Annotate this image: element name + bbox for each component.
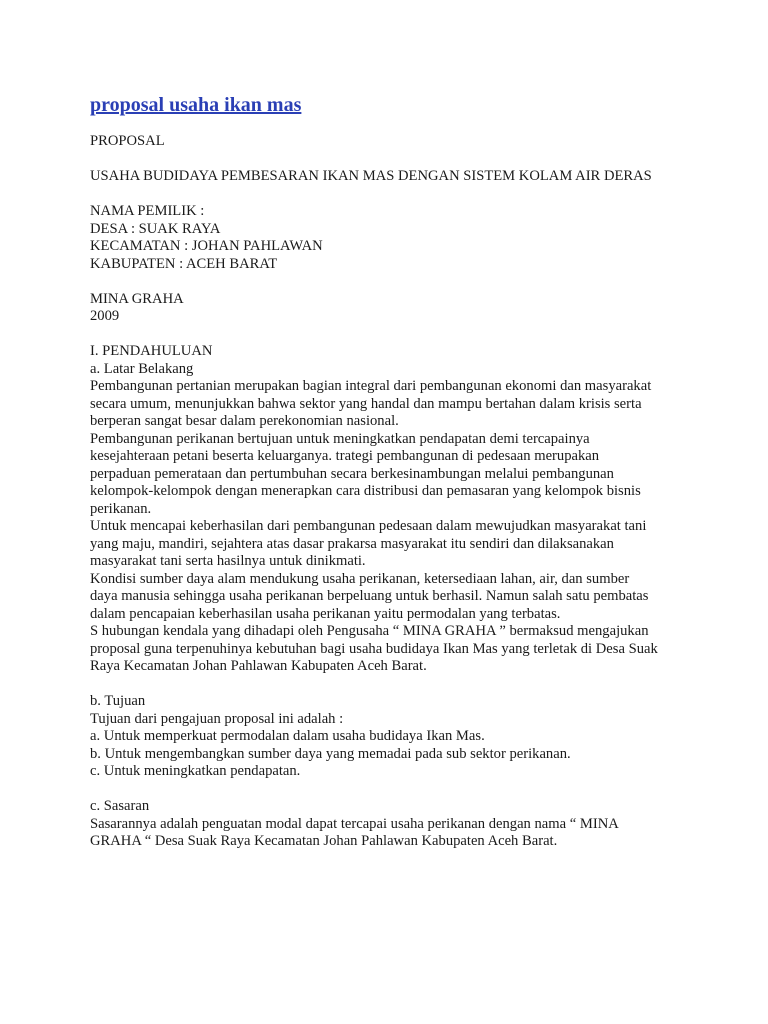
paragraph-line: Pembangunan perikanan bertujuan untuk meningkatkan pendapatan demi tercapainya (90, 430, 590, 447)
paragraph-line: Tujuan dari pengajuan proposal ini adalah : (90, 710, 344, 727)
paragraph-line: kelompok-kelompok dengan menerapkan cara distribusi dan pemasaran yang kelompok bisnis (90, 483, 641, 499)
paragraph-line: perpaduan pemerataan dan pertumbuhan secara berkesinambungan melalui pembangunan (90, 465, 614, 482)
paragraph-line: masyarakat tani serta hasilnya untuk dinikmati. (90, 553, 366, 569)
proposal-heading: PROPOSAL (90, 133, 165, 149)
paragraph-line: Kondisi sumber daya alam mendukung usaha perikanan, ketersediaan lahan, air, dan sumber (90, 570, 630, 587)
paragraph-line: berperan sangat besar dalam perekonomian nasional. (90, 413, 399, 429)
paragraph-line: Sasarannya adalah penguatan modal dapat tercapai usaha perikanan dengan nama “ MINA (90, 815, 619, 832)
paragraph-line: proposal guna terpenuhinya kebutuhan bagi usaha budidaya Ikan Mas yang terletak di Desa Suak (90, 640, 658, 657)
paragraph-line: yang maju, mandiri, sejahtera atas dasar prakarsa masyarakat itu sendiri dan dilaksanakan (90, 535, 614, 552)
org-name: MINA GRAHA (90, 290, 184, 307)
paragraph-line: Pembangunan pertanian merupakan bagian integral dari pembangunan ekonomi dan masyarakat (90, 378, 652, 394)
spacer (90, 186, 690, 204)
proposal-subtitle: USAHA BUDIDAYA PEMBESARAN IKAN MAS DENGAN SISTEM KOLAM AIR DERAS (90, 168, 652, 184)
document-page (90, 93, 690, 851)
owner-kecamatan: KECAMATAN : JOHAN PAHLAWAN (90, 238, 323, 254)
paragraph-line: perikanan. (90, 500, 152, 517)
paragraph-line: c. Untuk meningkatkan pendapatan. (90, 763, 301, 779)
owner-name: NAMA PEMILIK : (90, 203, 205, 219)
spacer (90, 273, 690, 291)
spacer (90, 151, 690, 169)
document-title-link[interactable]: proposal usaha ikan mas (90, 94, 302, 116)
owner-desa: DESA : SUAK RAYA (90, 220, 221, 237)
spacer (90, 781, 690, 799)
paragraph-line: Raya Kecamatan Johan Pahlawan Kabupaten Aceh Barat. (90, 658, 427, 674)
paragraph-line: dalam pencapaian keberhasilan usaha perikanan yaitu permodalan yang terbatas. (90, 605, 561, 622)
paragraph-line: daya manusia sehingga usaha perikanan berpeluang untuk berhasil. Namun salah satu pembatas (90, 588, 649, 604)
paragraph-line: Untuk mencapai keberhasilan dari pembangunan pedesaan dalam mewujudkan masyarakat tani (90, 518, 647, 534)
owner-kabupaten: KABUPATEN : ACEH BARAT (90, 255, 278, 272)
paragraph-line: b. Untuk mengembangkan sumber daya yang memadai pada sub sektor perikanan. (90, 745, 571, 762)
spacer (90, 676, 690, 694)
paragraph-line: kesejahteraan petani beserta keluarganya. trategi pembangunan di pedesaan merupakan (90, 448, 600, 464)
section-pendahuluan-heading: I. PENDAHULUAN (90, 343, 213, 359)
paragraph-line: secara umum, menunjukkan bahwa sektor yang handal dan mampu bertahan dalam krisis serta (90, 395, 642, 412)
subsection-sasaran-heading: c. Sasaran (90, 798, 150, 814)
subsection-latar-belakang: a. Latar Belakang (90, 360, 194, 377)
paragraph-line: a. Untuk memperkuat permodalan dalam usaha budidaya Ikan Mas. (90, 728, 485, 744)
subsection-tujuan-heading: b. Tujuan (90, 693, 146, 709)
org-year: 2009 (90, 308, 120, 324)
paragraph-line: S hubungan kendala yang dihadapi oleh Pengusaha “ MINA GRAHA ” bermaksud mengajukan (90, 623, 649, 639)
paragraph-line: GRAHA “ Desa Suak Raya Kecamatan Johan Pahlawan Kabupaten Aceh Barat. (90, 833, 558, 849)
spacer (90, 326, 690, 344)
